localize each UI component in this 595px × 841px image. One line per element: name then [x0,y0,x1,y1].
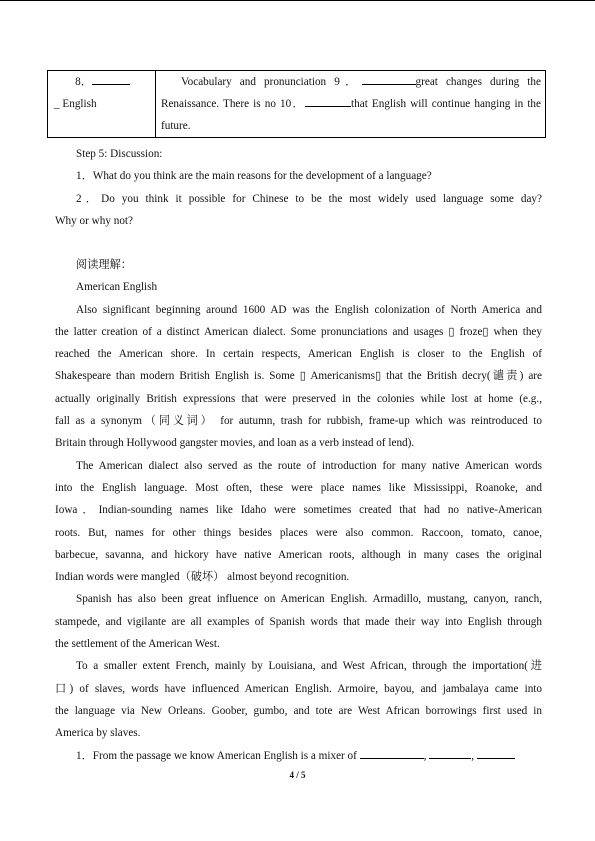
passage-line: Shakespeare than modern British English is. Some ▯ Americanisms▯ that the British decry(谴责) are [55,370,542,383]
table-cell-content: Vocabulary and pronunciation 9． great changes during the Renaissance. There is no 10． that English will continue hanging in the future. [156,71,546,138]
answer-blank-3[interactable] [477,746,515,759]
table-row [48,71,546,138]
passage-title: American English [76,281,158,294]
blank-10[interactable] [305,94,351,107]
answer-blank-2[interactable] [429,746,471,759]
passage-line: roots. But, names for other things besides places were also common. Raccoon, tomato, canoe, [55,526,542,539]
discussion-q1: 1．What do you think are the main reasons for the development of a language? [76,170,432,183]
passage-line: the latter creation of a distinct American dialect. Some pronunciations and usages ▯ froze▯ when they [55,325,542,338]
passage-line: Britain through Hollywood gangster movies, and loan as a verb instead of lend). [55,437,415,450]
answer-blank-1[interactable] [360,746,424,759]
fill-in-table [47,70,546,138]
question-1: 1．From the passage we know American English is a mixer of , , [55,745,542,767]
step5-title: Step 5: Discussion: [76,148,163,160]
passage-line: actually originally British expressions that were preserved in the colonies while lost at home (e.g., [55,392,542,405]
reading-heading: 阅读理解： [76,259,132,271]
passage-line: Indian words were mangled（破坏） almost beyond recognition. [55,571,350,584]
passage-line: America by slaves. [55,727,141,740]
header-rule [0,0,595,1]
passage-line: the language via New Orleans. Goober, gumbo, and tote are West African borrowings first used in [55,704,542,717]
passage-line: 口) of slaves, words have influenced American English. Armoire, bayou, and jambalaya came into [55,682,542,695]
reading-section [55,254,542,767]
discussion-section [55,143,542,232]
passage-line: barbecue, savanna, and hickory have native American roots, although in many cases the original [55,548,542,561]
passage-line: Also significant beginning around 1600 AD was the English colonization of North America and [76,303,542,316]
passage-line: Iowa．Indian-sounding names like Idaho were sometimes created that had no native-American [55,504,542,517]
table-cell-label: 8． _ English [48,71,156,138]
passage-line: the settlement of the American West. [55,638,220,651]
passage-line: To a smaller extent French, mainly by Louisiana, and West African, through the importation(进 [76,660,542,673]
page-number: 4 / 5 [289,770,306,780]
passage-line: stampede, and vigilante are all examples of Spanish words that made their way into English through [55,615,542,628]
discussion-q2-line1: 2．Do you think it possible for Chinese to be the most widely used language some day? [76,192,542,205]
passage-line: into the English language. Most often, these were place names like Mississippi, Roanoke, and [55,481,542,494]
discussion-q2-line2: Why or why not? [55,214,133,227]
passage-line: Spanish has also been great influence on American English. Armadillo, mustang, canyon, ranch, [76,593,542,606]
passage-line: reached the American shore. In certain respects, American English is closer to the English of [55,348,542,361]
blank-9[interactable] [362,72,416,85]
passage-line: fall as a synonym（同义词） for autumn, trash for rubbish, frame-up which was reintroduced to [55,415,542,428]
blank-8[interactable] [92,72,130,85]
passage-line: The American dialect also served as the route of introduction for many native American words [76,459,542,472]
